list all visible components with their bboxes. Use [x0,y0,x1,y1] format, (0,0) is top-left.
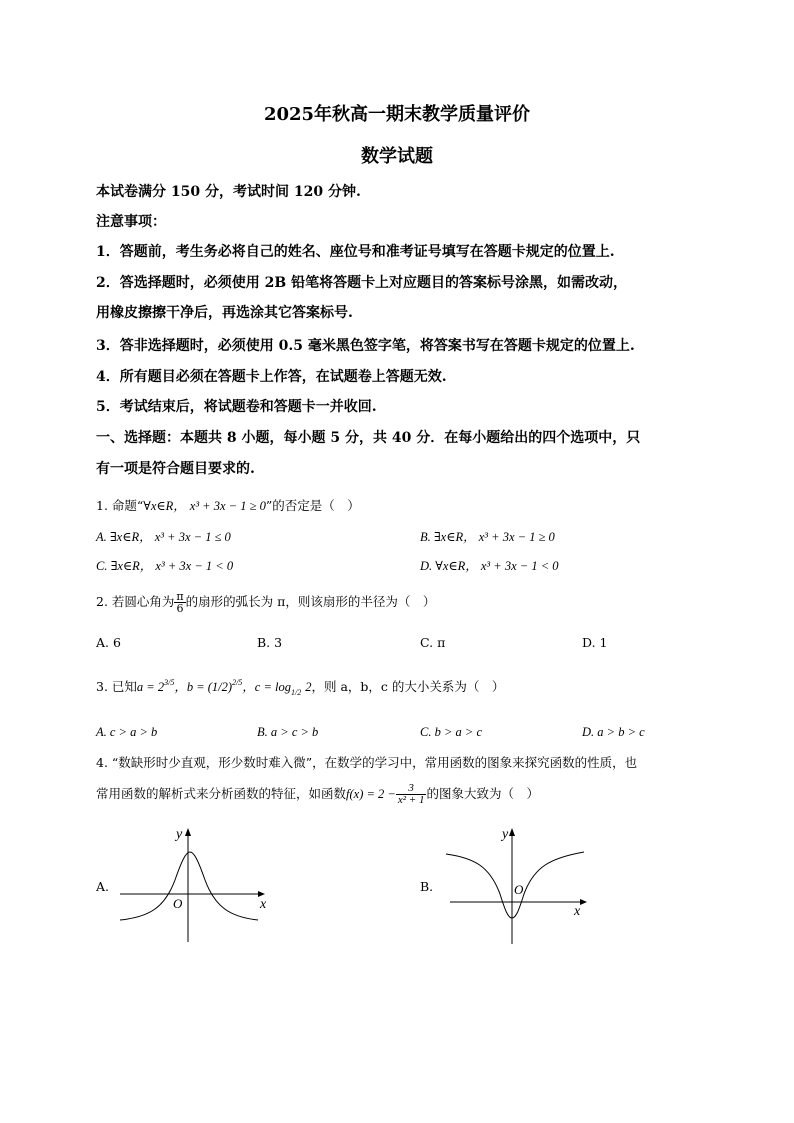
page-title: 2025年秋高一期末教学质量评价 [263,104,531,125]
question-4-line2 [96,783,539,806]
q3-prefix: 3. 已知 [96,679,137,694]
q4-function: f(x) = 2 − [346,787,396,801]
y-axis-arrow-icon [185,828,191,836]
x-axis-label: x [574,904,581,919]
q2-fraction [174,591,185,614]
note-item-3: 3．答非选择题时，必须使用 0.5 毫米黑色签字笔，将答案书写在答题卡规定的位置上. [96,338,635,354]
note-item-4: 4．所有题目必须在答题卡上作答，在试题卷上答题无效. [96,369,447,385]
q1-prefix: 1. 命题“ [96,498,144,513]
q1-option-c[interactable]: C. ∃x∈R， x³ + 3x − 1 < 0 [96,559,234,573]
question-1-stem [96,496,360,514]
note-item-5: 5．考试结束后，将试题卷和答题卡一并收回. [96,399,377,415]
q3-suffix: ，则 a，b，c 的大小关系为（ ） [311,679,505,694]
q3-option-b[interactable]: B. a > c > b [257,725,319,739]
q1-expression: x³ + 3x − 1 ≥ 0 [189,499,266,513]
q4-option-b-label[interactable]: B. [420,879,434,894]
section-heading-line2: 有一项是符合题目要求的. [96,461,255,477]
q1-suffix: ”的否定是（ ） [265,498,360,513]
origin-label: O [514,882,524,897]
q3-a-exponent: 3/5 [164,678,175,687]
section-heading-line1: 一、选择题：本题共 8 小题，每小题 5 分，共 40 分．在每小题给出的四个选项中，只 [96,430,641,446]
q3-b-expr: ，b = (1/2) [174,680,233,694]
x-axis-label: x [260,897,267,912]
note-item-1: 1．答题前，考生务必将自己的姓名、座位号和准考证号填写在答题卡规定的位置上. [96,244,615,260]
q1-quantifier: ∀x∈R， [143,499,186,513]
note-item-2a: 2．答选择题时，必须使用 2B 铅笔将答题卡上对应题目的答案标号涂黑，如需改动， [96,275,628,291]
origin-label: O [173,896,183,911]
question-4-line1: 4. “数缺形时少直观，形少数时难入微”，在数学的学习中，常用函数的图象来探究函数的性质，也 [96,755,638,770]
question-2-stem [96,591,435,614]
q3-c-base: 1/2 [291,688,302,697]
q3-c-arg: 2 [305,680,312,694]
q1-option-d[interactable]: D. ∀x∈R， x³ + 3x − 1 < 0 [420,559,559,573]
q3-b-exponent: 2/5 [232,678,243,687]
y-axis-label: y [176,827,183,842]
question-3-stem [96,677,504,695]
q1-option-a[interactable]: A. ∃x∈R， x³ + 3x − 1 ≤ 0 [96,530,231,544]
q2-option-d[interactable]: D. 1 [582,635,608,650]
q4-line2-prefix: 常用函数的解析式来分析函数的特征，如函数 [96,786,347,801]
q4-frac-num: 3 [396,783,427,795]
q3-option-d[interactable]: D. a > b > c [582,725,645,739]
q4-option-a-graph[interactable] [110,822,270,948]
q3-option-a[interactable]: A. c > a > b [96,725,158,739]
q1-option-b[interactable]: B. ∃x∈R， x³ + 3x − 1 ≥ 0 [420,530,555,544]
y-axis-label: y [502,827,509,842]
curve-bell [120,852,258,920]
q2-frac-den: 6 [176,602,184,615]
q3-a-expr: a = 2 [136,680,165,694]
notes-heading: 注意事项： [96,214,166,230]
y-axis-arrow-icon [509,828,515,836]
exam-intro: 本试卷满分 150 分，考试时间 120 分钟. [96,184,361,200]
note-item-2b: 用橡皮擦擦干净后，再选涂其它答案标号. [96,305,353,321]
q2-option-c[interactable]: C. π [420,635,446,650]
q4-option-a-label[interactable]: A. [96,879,110,894]
q3-c-expr: ，c = log [242,680,292,694]
q2-suffix: 的扇形的弧长为 π，则该扇形的半径为（ ） [185,594,436,609]
q4-option-b-graph[interactable] [440,822,600,948]
q4-frac-den: x² + 1 [397,794,425,806]
q2-option-b[interactable]: B. 3 [257,635,283,650]
q2-prefix: 2. 若圆心角为 [96,594,175,609]
q4-line2-suffix: 的图象大致为（ ） [426,786,539,801]
q4-fraction [396,783,427,806]
q3-option-c[interactable]: C. b > a > c [420,725,483,739]
page-subtitle: 数学试题 [361,146,433,167]
q2-option-a[interactable]: A. 6 [96,635,121,650]
q2-frac-num: π [176,590,184,603]
x-axis-arrow-icon [580,899,587,905]
